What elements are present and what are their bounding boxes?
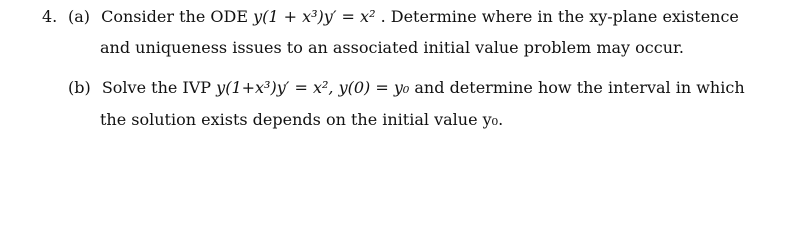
part-b-line-1 (68, 78, 745, 98)
part-b-text-before: Solve the IVP (101, 78, 217, 97)
part-a-line-1 (68, 7, 739, 27)
part-b-equation: y(1+x³)y′ = x², y(0) = y₀ (216, 78, 410, 97)
part-a-continuation: and uniqueness issues to an associated initial value problem may occur. (100, 38, 684, 57)
part-a-label: (a) (68, 7, 91, 26)
part-a-line-2 (100, 38, 684, 58)
part-a-equation: y(1 + x³)y′ = x² (253, 7, 376, 26)
part-b-text-after: and determine how the interval in which (414, 78, 745, 97)
problem-number: 4. (42, 7, 58, 26)
part-b-continuation: the solution exists depends on the initial value y₀. (100, 110, 504, 129)
part-a-text-before: Consider the ODE (101, 7, 254, 26)
part-b-label: (b) (68, 78, 91, 97)
part-b-line-2 (100, 110, 503, 130)
part-a-text-after: . Determine where in the xy-plane existence (380, 7, 739, 26)
